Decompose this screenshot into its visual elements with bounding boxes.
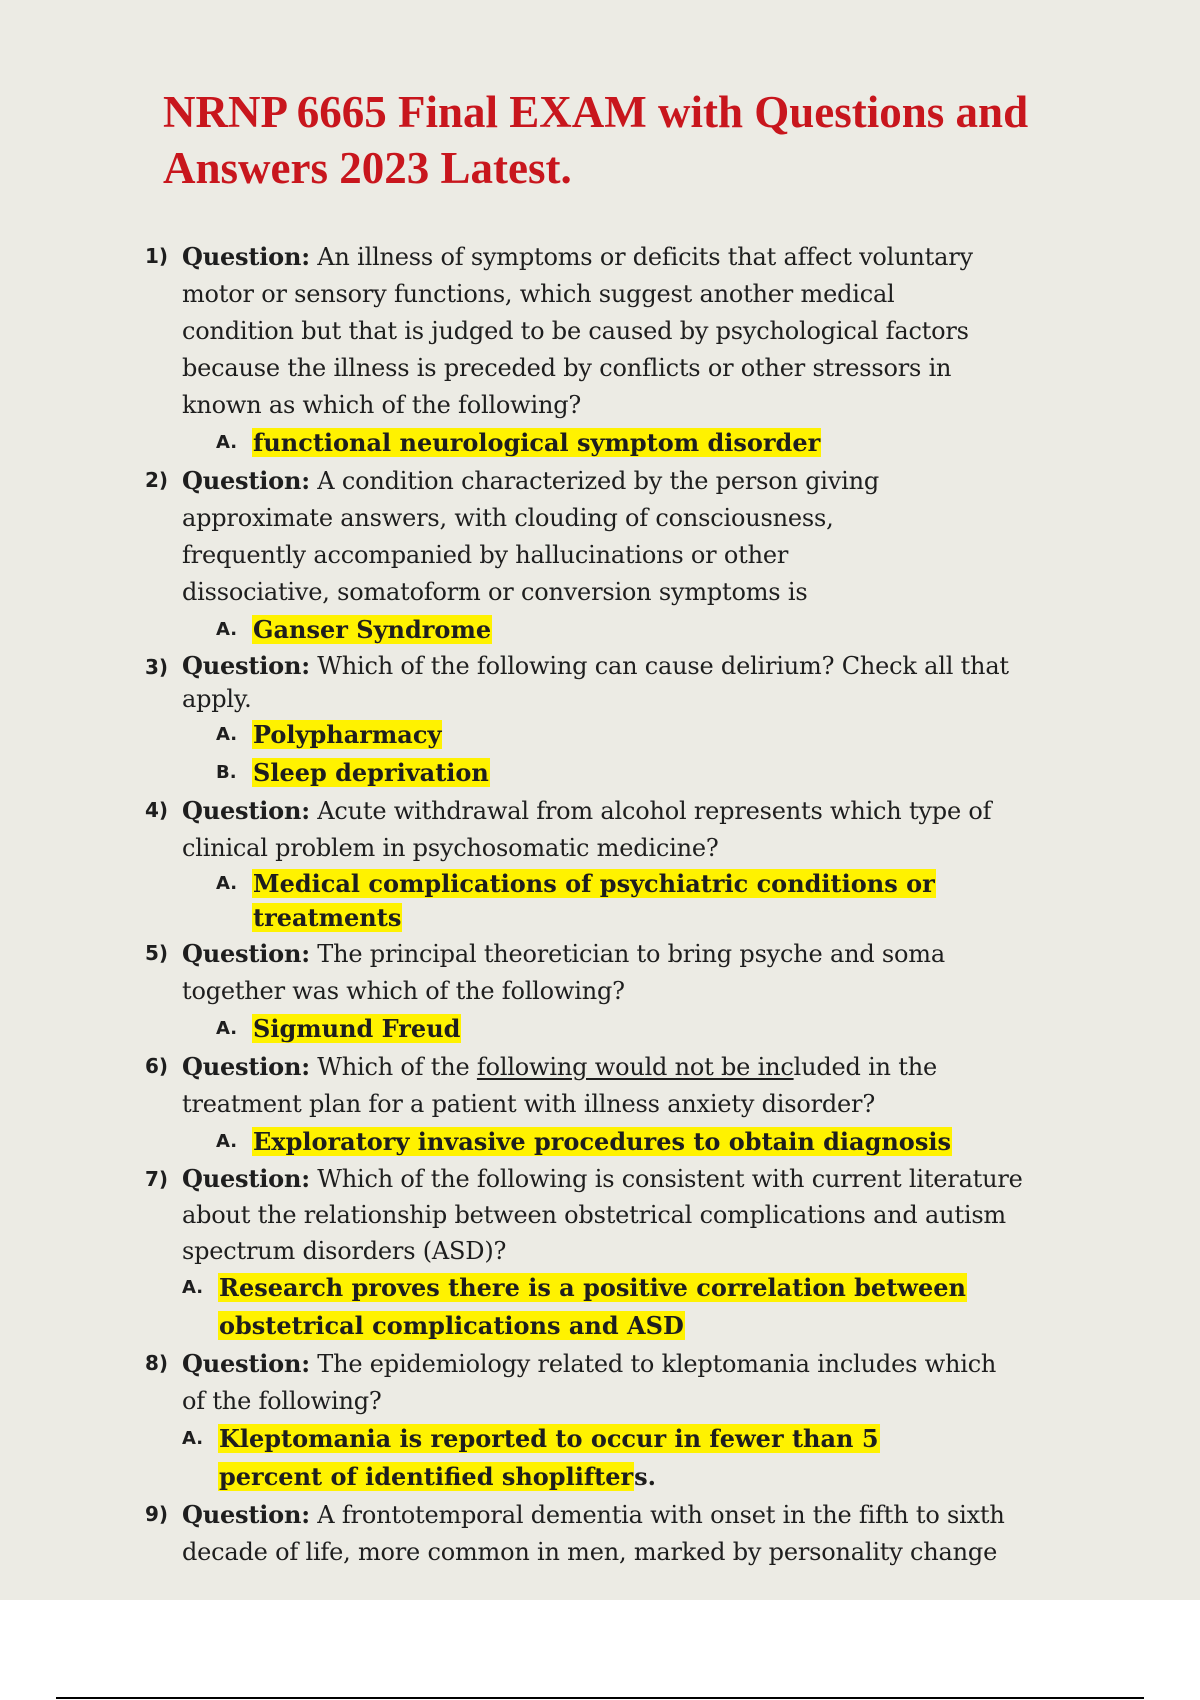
- answer-list: [182, 1420, 1012, 1496]
- answer-text: functional neurological symptom disorder: [253, 428, 821, 457]
- question-body: The principal theoretician to bring psyche and soma together was which of the following?: [182, 940, 945, 1005]
- question-2: [145, 462, 1082, 649]
- answer-letter: A.: [182, 1277, 204, 1298]
- question-5: [145, 935, 1012, 1048]
- answer-list: [182, 1123, 1042, 1161]
- question-body-end: luded in the treatment plan for a patient with illness anxiety disorder?: [182, 1053, 937, 1118]
- answer-letter: A.: [216, 873, 238, 894]
- answer-text: Exploratory invasive procedures to obtain diagnosis: [253, 1127, 951, 1156]
- footer-rule: [56, 1697, 1144, 1699]
- question-label: Question:: [182, 1052, 310, 1081]
- answer-text-end: s.: [634, 1462, 657, 1491]
- question-text: [182, 1048, 1042, 1123]
- question-1: [145, 238, 982, 462]
- question-text: [182, 462, 942, 611]
- question-3: [145, 649, 1062, 792]
- answer-letter: A.: [216, 1131, 238, 1152]
- question-body: The epidemiology related to kleptomania includes which of the following?: [182, 1350, 997, 1415]
- answer-text: Medical complications of psychiatric conditions or treatments: [253, 869, 935, 932]
- question-body: Which of the following can cause delirium? Check all that apply.: [182, 652, 1009, 713]
- question-number: 8): [145, 1351, 169, 1375]
- question-label: Question:: [182, 1349, 310, 1378]
- question-number: 9): [145, 1502, 169, 1526]
- answer-list: [182, 611, 1082, 649]
- question-text: [182, 649, 1062, 716]
- question-number: 7): [145, 1167, 169, 1191]
- question-number: 2): [145, 468, 169, 492]
- question-label: Question:: [182, 939, 310, 968]
- answer-text: Kleptomania is reported to occur in fewer than 5 percent of identified shoplifter: [219, 1424, 879, 1491]
- question-number: 3): [145, 655, 169, 679]
- answer-text: Research proves there is a positive correlation between obstetrical complications and ASD: [219, 1273, 966, 1340]
- question-list: [145, 238, 1075, 1571]
- question-label: Question:: [182, 1500, 310, 1529]
- question-number: 5): [145, 941, 169, 965]
- question-body: A frontotemporal dementia with onset in the fifth to sixth decade of life, more common in men, marked by personality change: [182, 1501, 1005, 1566]
- answer-item: [216, 754, 1062, 792]
- question-body: Which of the following is consistent with current literature about the relationship between obstetrical complications and autism spectrum disorders (ASD)?: [182, 1165, 1023, 1265]
- question-number: 4): [145, 798, 169, 822]
- answer-letter: A.: [216, 432, 238, 453]
- answer-letter: A.: [216, 1018, 238, 1039]
- question-body-start: Which of the: [317, 1053, 477, 1081]
- question-body-underlined: following would not be inc: [476, 1053, 794, 1081]
- answer-text: Ganser Syndrome: [253, 615, 492, 644]
- question-number: 1): [145, 244, 169, 268]
- question-text: [182, 1161, 1082, 1269]
- answer-list: [182, 1010, 1012, 1048]
- question-label: Question:: [182, 796, 310, 825]
- question-8: [145, 1345, 1012, 1496]
- question-label: Question:: [182, 242, 310, 271]
- answer-letter: A.: [182, 1428, 204, 1449]
- question-body: An illness of symptoms or deficits that affect voluntary motor or sensory functions, which suggest another medical condition but that is judged to be caused by psychological factors because the illness is preceded by conflicts or other stressors in known as which of the following?: [182, 243, 973, 419]
- question-4: [145, 792, 1012, 935]
- answer-letter: B.: [216, 762, 237, 783]
- question-body: Acute withdrawal from alcohol represents which type of clinical problem in psychosomatic medicine?: [182, 797, 992, 862]
- question-9: [145, 1496, 1082, 1571]
- answer-item: [216, 1010, 1012, 1048]
- answer-list: [182, 1269, 1082, 1345]
- answer-item: [216, 424, 982, 462]
- question-text: [182, 792, 1012, 867]
- answer-letter: A.: [216, 724, 238, 745]
- answer-text: Sleep deprivation: [253, 758, 489, 787]
- question-text: [182, 238, 982, 424]
- answer-list: [182, 867, 1012, 935]
- question-text: [182, 1345, 1012, 1420]
- answer-text: Polypharmacy: [253, 720, 442, 749]
- question-7: [145, 1161, 1082, 1345]
- question-6: [145, 1048, 1042, 1161]
- answer-item: [216, 867, 972, 935]
- question-number: 6): [145, 1054, 169, 1078]
- question-text: [182, 1496, 1082, 1571]
- answer-item: [216, 716, 1062, 754]
- answer-text: Sigmund Freud: [253, 1014, 461, 1043]
- answer-item: [182, 1420, 958, 1496]
- answer-item: [182, 1269, 998, 1345]
- answer-letter: A.: [216, 619, 238, 640]
- answer-item: [216, 611, 1082, 649]
- question-label: Question:: [182, 466, 310, 495]
- document-title: NRNP 6665 Final EXAM with Questions and Answers 2023 Latest.: [163, 87, 1029, 193]
- answer-list: [182, 424, 982, 462]
- question-label: Question:: [182, 651, 310, 680]
- question-label: Question:: [182, 1164, 310, 1193]
- answer-list: [182, 716, 1062, 792]
- answer-item: [216, 1123, 1042, 1161]
- question-text: [182, 935, 1012, 1010]
- question-body: A condition characterized by the person giving approximate answers, with clouding of consciousness, frequently accompanied by hallucinations or other dissociative, somatoform or conversion symptoms is: [182, 467, 880, 606]
